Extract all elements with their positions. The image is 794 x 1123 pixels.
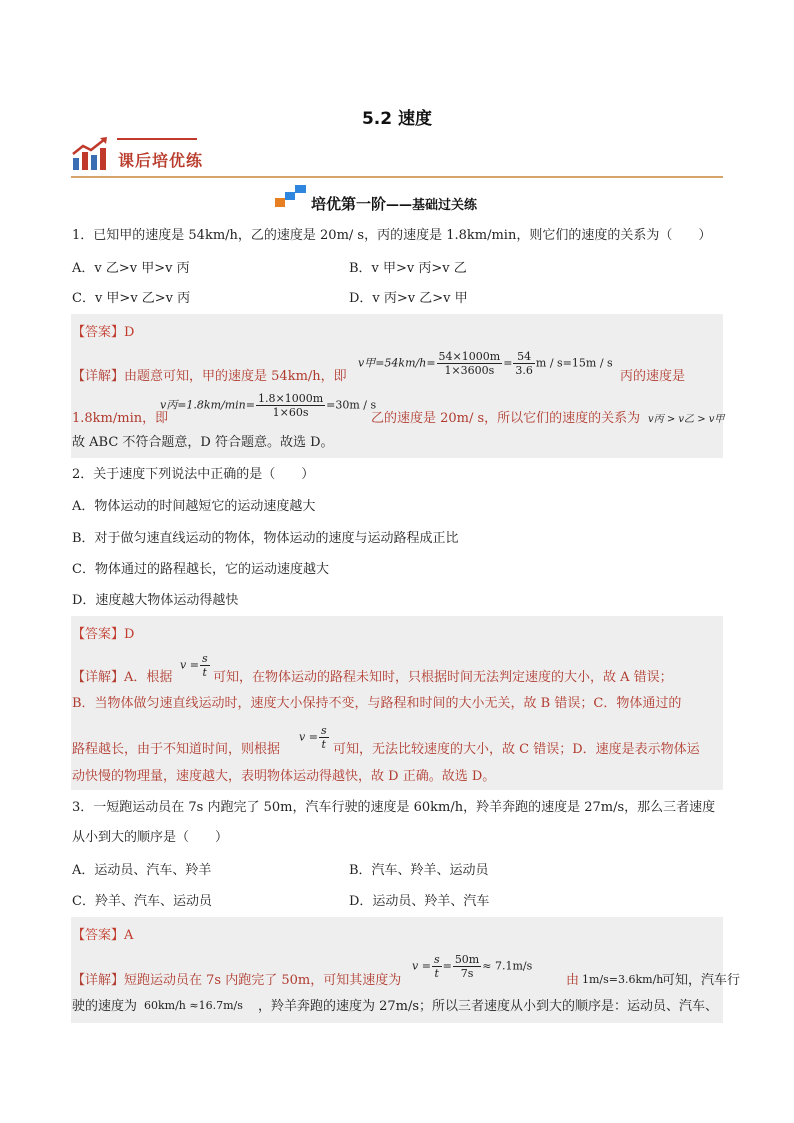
q3-exp-text-2b: ，羚羊奔跑的速度为 27m/s；所以三者速度从小到大的顺序是：运动员、汽车、 [258, 999, 719, 1014]
q2-exp-label: 【详解】 [72, 670, 125, 685]
q3-stem-1: 3．一短跑运动员在 7s 内跑完了 50m，汽车行驶的速度是 60km/h，羚羊奔跑的速度是 27m/s，那么三者速度 [72, 800, 716, 815]
q3-exp-text-1a: 短跑运动员在 7s 内跑完了 50m，可知其速度为 [124, 973, 402, 988]
q1-formula-2-den: 1×60s [272, 406, 309, 419]
q2-answer [72, 623, 134, 642]
q3-formula-1-eq: = [442, 959, 452, 973]
q1-exp-text-2a: 1.8km/min，即 [72, 411, 169, 426]
q1-exp-text-3: 故 ABC 不符合题意，D 符合题意。故选 D。 [72, 435, 334, 450]
q2-exp-text-3a: 路程越长，由于不知道时间，则根据 [72, 742, 281, 757]
page-title: 5.2 速度 [361, 109, 433, 129]
q1-formula-2 [160, 392, 376, 419]
q1-answer [72, 321, 134, 340]
q2-option-a: A．物体运动的时间越短它的运动速度越大 [72, 499, 316, 514]
section-main: 培优第一阶 [311, 195, 387, 213]
q1-formula-1-eq: = [503, 356, 513, 370]
q3-formula-1-head: v = [412, 959, 431, 973]
q2-formula-2 [299, 724, 330, 751]
q2-exp-text-3b: 可知，无法比较速度的大小，故 C 错误；D．速度是表示物体运 [333, 742, 700, 757]
q3-formula-2: 1m/s=3.6km/h [582, 973, 664, 986]
header-divider [71, 176, 723, 178]
q1-option-b: B．v 甲>v 丙>v 乙 [349, 261, 467, 276]
q2-formula-2-den: t [321, 738, 326, 751]
q1-formula-1-num: 54×1000m [438, 350, 501, 363]
q1-exp-text-2b: 乙的速度是 20m/ s，所以它们的速度的关系为 [371, 411, 641, 426]
q3-exp-text-1b: 由 [566, 973, 580, 988]
q3-formula-1-den: t [434, 967, 439, 980]
q2-exp-line-1a [72, 669, 172, 687]
q2-option-d: D．速度越大物体运动得越快 [72, 593, 239, 608]
q1-answer-label: 【答案】 [72, 325, 125, 340]
q1-answer-value: D [124, 325, 135, 340]
q1-formula-2-tail: =30m / s [326, 398, 377, 412]
q3-formula-1-den2: 7s [460, 967, 474, 980]
q2-exp-text-1a: A．根据 [124, 670, 173, 685]
q1-formula-2-head: v丙=1.8km/min= [160, 398, 255, 412]
steps-icon [275, 184, 307, 208]
q3-formula-1 [412, 953, 532, 980]
q2-option-c: C．物体通过的路程越长，它的运动速度越大 [72, 562, 329, 577]
q3-answer-value: A [124, 928, 134, 943]
q1-exp-label: 【详解】 [72, 369, 125, 384]
q1-formula-1-den: 1×3600s [444, 364, 495, 377]
q1-stem: 1．已知甲的速度是 54km/h，乙的速度是 20m/ s，丙的速度是 1.8km/min，则它们的速度的关系为（ ） [72, 228, 712, 243]
q1-exp-text-1a: 由题意可知，甲的速度是 54km/h，即 [124, 369, 347, 384]
section-sub: 基础过关练 [412, 198, 478, 213]
q2-formula-1-den: t [202, 666, 207, 679]
q2-answer-label: 【答案】 [72, 627, 125, 642]
growth-chart-icon [71, 136, 109, 172]
q1-option-a: A．v 乙>v 甲>v 丙 [72, 261, 190, 276]
q1-formula-1-num2: 54 [513, 350, 535, 364]
q3-formula-1-num2: 50m [454, 953, 480, 966]
q2-option-b: B．对于做匀速直线运动的物体，物体运动的速度与运动路程成正比 [72, 531, 459, 546]
q1-exp-text-1b: 丙的速度是 [620, 369, 686, 384]
q1-formula-2-num: 1.8×1000m [257, 392, 324, 405]
header-accent-line [117, 138, 197, 140]
q3-answer [72, 924, 133, 943]
q1-explanation-1a [72, 368, 347, 386]
q2-exp-text-1b: 可知，在物体运动的路程未知时，只根据时间无法判定速度的大小，故 A 错误； [213, 670, 673, 685]
q3-exp-label: 【详解】 [72, 973, 125, 988]
section-title [311, 193, 477, 214]
q2-formula-2-num: s [320, 724, 327, 737]
q3-formula-1-tail: ≈ 7.1m/s [482, 959, 533, 973]
q2-formula-2-head: v = [299, 730, 318, 744]
q3-formula-1-num: s [433, 953, 440, 966]
q3-option-d: D．运动员、羚羊、汽车 [349, 894, 490, 909]
q3-answer-label: 【答案】 [72, 928, 125, 943]
q2-exp-text-4: 动快慢的物理量，速度越大，表明物体运动得越快，故 D 正确。故选 D。 [72, 769, 496, 784]
q2-formula-1-head: v = [180, 658, 199, 672]
q3-option-c: C．羚羊、汽车、运动员 [72, 894, 212, 909]
section-dash: —— [386, 198, 413, 213]
q1-formula-1-tail: m / s=15m / s [535, 356, 613, 370]
q3-exp-line-1a [72, 972, 401, 990]
q1-option-d: D．v 丙>v 乙>v 甲 [349, 291, 468, 306]
q2-exp-text-2: B．当物体做匀速直线运动时，速度大小保持不变，与路程和时间的大小无关，故 B 错误；C．物体通过的 [72, 696, 682, 711]
q1-formula-1-den2: 3.6 [515, 364, 533, 377]
q2-formula-1 [180, 652, 211, 679]
q3-exp-text-2a: 驶的速度为 [72, 999, 138, 1014]
q1-formula-3: v丙 > v乙 > v甲 [648, 414, 725, 425]
q2-answer-value: D [124, 627, 135, 642]
q1-option-c: C．v 甲>v 乙>v 丙 [72, 291, 191, 306]
q3-formula-3: 60km/h ≈16.7m/s [144, 999, 243, 1012]
q2-stem: 2．关于速度下列说法中正确的是（ ） [72, 467, 315, 482]
header-label: 课后培优练 [118, 151, 204, 170]
q3-exp-text-1c: 可知，汽车行 [662, 973, 741, 988]
q3-option-b: B．汽车、羚羊、运动员 [349, 863, 489, 878]
q2-formula-1-num: s [201, 652, 208, 665]
q3-option-a: A．运动员、汽车、羚羊 [72, 863, 212, 878]
q3-stem-2: 从小到大的顺序是（ ） [72, 830, 229, 845]
q1-formula-1 [358, 350, 613, 377]
q1-formula-1-head: v甲=54km/h= [358, 356, 436, 370]
